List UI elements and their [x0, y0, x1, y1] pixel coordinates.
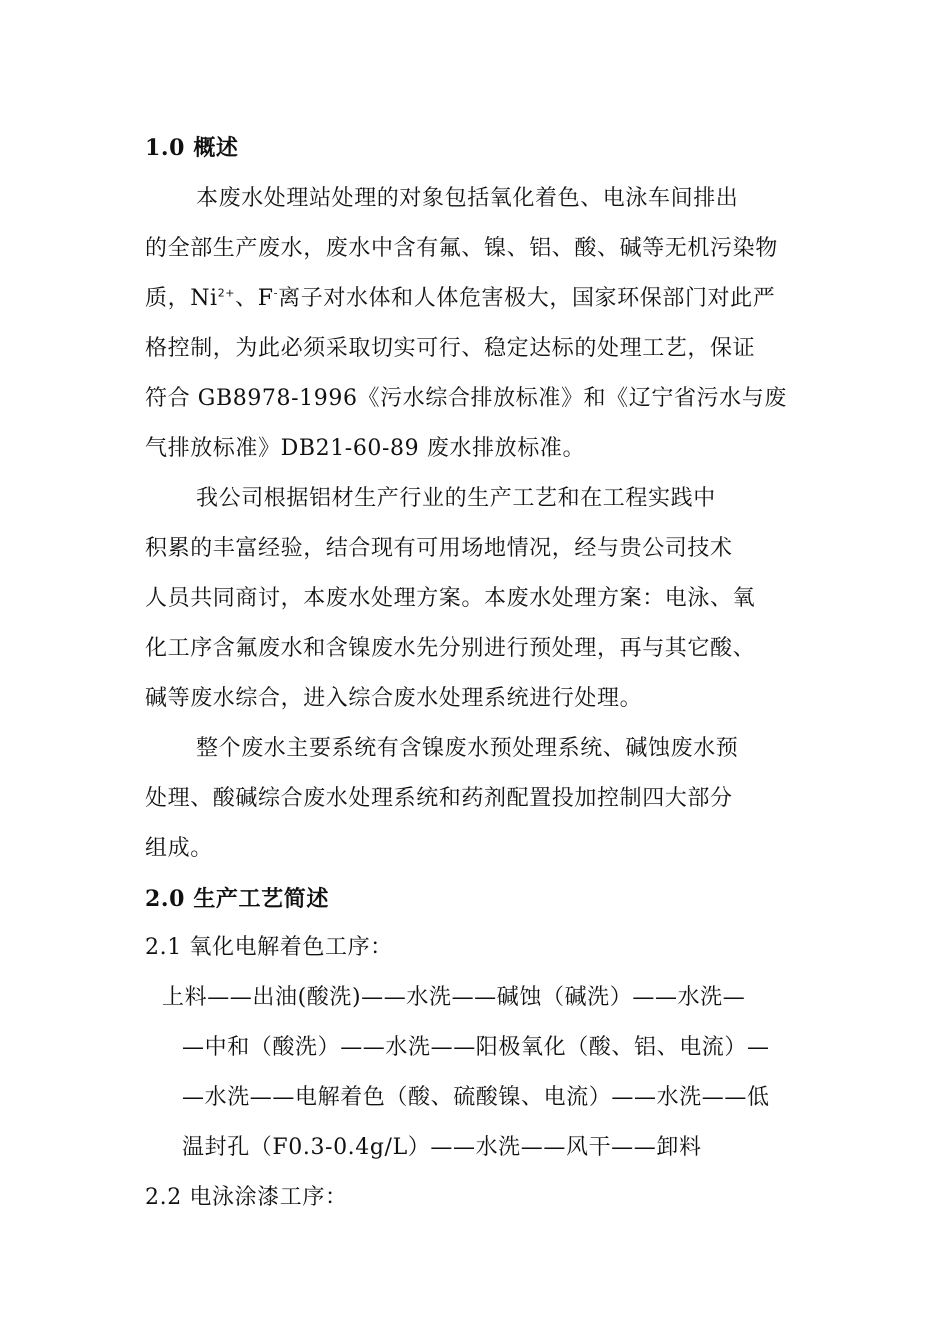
- paragraph-line: 整个废水主要系统有含镍废水预处理系统、碱蚀废水预: [196, 736, 739, 761]
- paragraph-line: 碱等废水综合，进入综合废水处理系统进行处理。: [145, 686, 643, 711]
- paragraph-line: 格控制，为此必须采取切实可行、稳定达标的处理工艺，保证: [145, 336, 756, 361]
- text-fragment: 、F: [235, 286, 274, 311]
- process-flow-line: 温封孔（F0.3-0.4g/L）——水洗——风干——卸料: [182, 1135, 702, 1160]
- process-flow-line: —中和（酸洗）——水洗——阳极氧化（酸、铝、电流）—: [182, 1035, 770, 1060]
- subsection-heading-electrophoresis: 2.2 电泳涂漆工序：: [145, 1185, 348, 1210]
- process-flow-line: 上料——出油(酸洗)——水洗——碱蚀（碱洗）——水洗—: [162, 985, 746, 1010]
- paragraph-line: 气排放标准》DB21-60-89 废水排放标准。: [145, 436, 586, 461]
- superscript-charge: -: [273, 286, 279, 300]
- paragraph-line: 本废水处理站处理的对象包括氧化着色、电泳车间排出: [196, 186, 739, 211]
- subsection-heading-oxidation: 2.1 氧化电解着色工序：: [145, 935, 393, 960]
- paragraph-line: 符合 GB8978-1996《污水综合排放标准》和《辽宁省污水与废: [145, 386, 787, 411]
- text-fragment: 离子对水体和人体危害极大，国家环保部门对此严: [278, 286, 776, 311]
- paragraph-line: 我公司根据铝材生产行业的生产工艺和在工程实践中: [196, 486, 716, 511]
- paragraph-line: 积累的丰富经验，结合现有可用场地情况，经与贵公司技术: [145, 536, 733, 561]
- superscript-charge: 2+: [217, 286, 236, 300]
- paragraph-line: 化工序含氟废水和含镍废水先分别进行预处理，再与其它酸、: [145, 636, 756, 661]
- paragraph-line: 组成。: [145, 836, 213, 861]
- section-heading-overview: 1.0 概述: [145, 135, 239, 161]
- paragraph-line: 处理、酸碱综合废水处理系统和药剂配置投加控制四大部分: [145, 786, 733, 811]
- paragraph-line: 的全部生产废水，废水中含有氟、镍、铝、酸、碱等无机污染物: [145, 236, 778, 261]
- text-fragment: 质，Ni: [145, 286, 218, 311]
- process-flow-line: —水洗——电解着色（酸、硫酸镍、电流）——水洗——低: [182, 1085, 770, 1110]
- paragraph-line: 人员共同商讨，本废水处理方案。本废水处理方案：电泳、氧: [145, 586, 756, 611]
- paragraph-line-with-ions: [145, 284, 775, 314]
- section-heading-process: 2.0 生产工艺简述: [145, 886, 329, 912]
